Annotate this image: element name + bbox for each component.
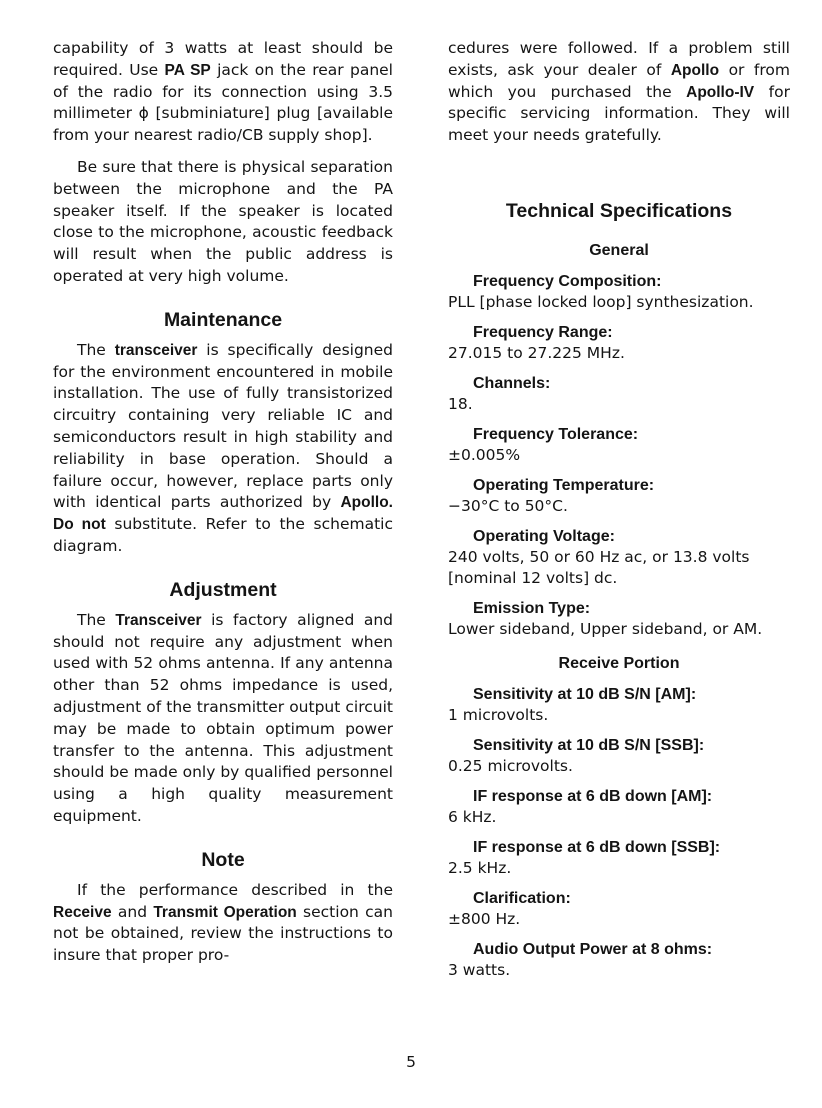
spec-label: Clarification: [473, 889, 571, 907]
spec-label: Operating Voltage: [473, 527, 615, 545]
page-number: 5 [406, 1053, 416, 1071]
spec-value: 1 microvolts. [448, 705, 549, 724]
spec-label: IF response at 6 dB down [AM]: [473, 787, 713, 805]
spec-item [448, 735, 790, 777]
separation-paragraph: Be sure that there is physical separation between the microphone and the PA speaker itself. If the speaker is located close to the microphone, acoustic feedback will result when the public address is operated at very high volume. [53, 157, 393, 285]
spec-item [448, 475, 790, 517]
note-continuation-paragraph: cedures were followed. If a problem still exists, ask your dealer of Apollo or from which you purchased the Apollo-IV for specific servicing information. They will meet your needs gratefully. [448, 39, 790, 145]
spec-value: PLL [phase locked loop] synthesization. [448, 292, 754, 311]
spec-item [448, 373, 790, 415]
spec-label: Frequency Composition: [473, 272, 662, 290]
spec-value: ±0.005% [448, 445, 521, 464]
note-heading: Note [201, 848, 245, 871]
spec-item [448, 271, 790, 313]
adjustment-heading: Adjustment [169, 578, 277, 601]
spec-value: 0.25 microvolts. [448, 756, 573, 775]
spec-item [448, 684, 790, 726]
pa-speaker-paragraph: capability of 3 watts at least should be required. Use PA SP jack on the rear panel of the radio for its connection using 3.5 millimeter ϕ [subminiature] plug [available from your nearest radio/CB supply shop]. [53, 39, 393, 145]
spec-value: 240 volts, 50 or 60 Hz ac, or 13.8 volts [nominal 12 volts] dc. [448, 547, 750, 587]
adjustment-paragraph: The Transceiver is factory aligned and should not require any adjustment when used with 52 ohms antenna. If any antenna other than 52 ohms impedance is used, adjustment of the transmitter output circuit may be made to obtain optimum power transfer to the antenna. This adjustment should be made only by qualified personnel using a high quality measurement equipment. [53, 610, 393, 825]
spec-label: Sensitivity at 10 dB S/N [SSB]: [473, 736, 705, 754]
note-paragraph: If the performance described in the Receive and Transmit Operation section can not be obtained, review the instructions to insure that proper pro- [53, 880, 393, 965]
spec-item [448, 837, 790, 879]
receive-portion-heading: Receive Portion [558, 654, 680, 672]
spec-label: Emission Type: [473, 599, 591, 617]
spec-label: Operating Temperature: [473, 476, 655, 494]
spec-item [448, 424, 790, 466]
spec-label: IF response at 6 dB down [SSB]: [473, 838, 721, 856]
spec-value: Lower sideband, Upper sideband, or AM. [448, 619, 763, 638]
spec-label: Frequency Tolerance: [473, 425, 639, 443]
spec-item [448, 526, 790, 589]
left-column [53, 38, 393, 967]
spec-item [448, 888, 790, 930]
spec-value: −30°C to 50°C. [448, 496, 568, 515]
spec-item [448, 322, 790, 364]
spec-value: 6 kHz. [448, 807, 497, 826]
receive-spec-list [448, 684, 790, 981]
spec-value: ±800 Hz. [448, 909, 521, 928]
technical-specifications-heading: Technical Specifications [505, 199, 733, 222]
general-spec-list [448, 271, 790, 640]
spec-label: Frequency Range: [473, 323, 613, 341]
spec-value: 2.5 kHz. [448, 858, 512, 877]
maintenance-paragraph: The transceiver is specifically designed for the environment encountered in mobile installation. The use of fully transistorized circuitry containing very reliable IC and semiconductors result in high stability and reliability in base operation. Should a failure occur, however, replace parts only with identical parts authorized by Apollo. Do not substitute. Refer to the schematic diagram. [53, 340, 393, 555]
spec-value: 18. [448, 394, 473, 413]
right-column [448, 38, 790, 990]
spec-label: Audio Output Power at 8 ohms: [473, 940, 713, 958]
general-heading: General [589, 241, 649, 259]
spec-value: 3 watts. [448, 960, 511, 979]
spec-item [448, 786, 790, 828]
spec-label: Sensitivity at 10 dB S/N [AM]: [473, 685, 697, 703]
maintenance-heading: Maintenance [163, 308, 283, 331]
spec-label: Channels: [473, 374, 551, 392]
spec-item [448, 598, 790, 640]
spec-item [448, 939, 790, 981]
spec-value: 27.015 to 27.225 MHz. [448, 343, 625, 362]
